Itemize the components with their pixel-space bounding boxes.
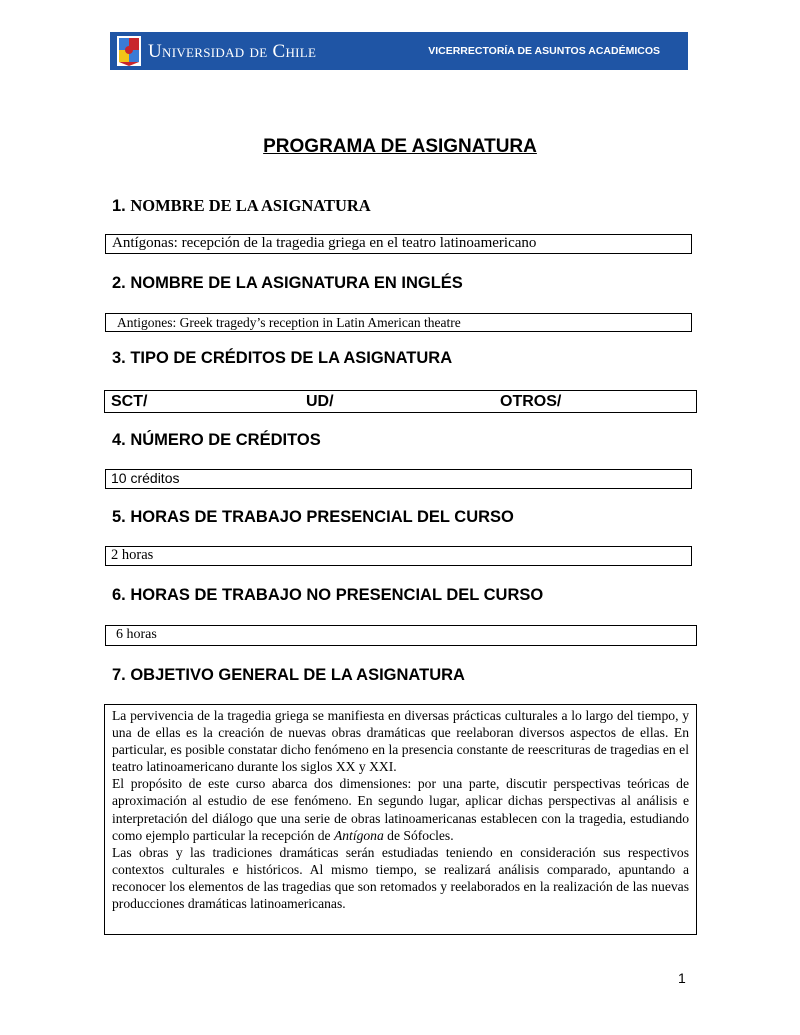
section-2-value: Antigones: Greek tragedy’s reception in Latin American theatre	[105, 313, 692, 332]
page-number: 1	[678, 970, 686, 986]
section-5-heading: 5. HORAS DE TRABAJO PRESENCIAL DEL CURSO	[112, 508, 514, 526]
section-1-heading	[112, 196, 371, 216]
credit-type-box	[104, 390, 697, 413]
objective-paragraph-3: Las obras y las tradiciones dramáticas serán estudiadas teniendo en consideración sus respectivos contextos culturales e históricos. Al mismo tiempo, se realizará análisis comparado, apuntando a reconocer los elementos de las tragedias que son retomados y reelaborados en la realización de las nuevas producciones dramáticas latinoamericanas.	[112, 844, 689, 912]
general-objective-text	[104, 704, 697, 935]
section-6-value: 6 horas	[105, 625, 697, 646]
section-4-heading: 4. NÚMERO DE CRÉDITOS	[112, 431, 321, 449]
office-name: VICERRECTORÍA DE ASUNTOS ACADÉMICOS	[428, 45, 660, 57]
objective-paragraph-2	[112, 775, 689, 843]
section-1-number: 1.	[112, 197, 126, 215]
university-name: Universidad de Chile	[148, 41, 317, 62]
objective-work-title: Antígona	[333, 827, 384, 843]
section-4-value: 10 créditos	[105, 469, 692, 489]
header-banner	[110, 32, 688, 70]
credit-type-sct: SCT/	[111, 393, 148, 410]
credit-type-ud: UD/	[306, 393, 334, 410]
page-title: PROGRAMA DE ASIGNATURA	[263, 136, 537, 157]
objective-paragraph-2-text: El propósito de este curso abarca dos dimensiones: por una parte, discutir perspectivas teóricas de aproximación al estudio de ese fenómeno. En segundo lugar, aplicar dichas perspectivas al análisis e interpretación del diálogo que una serie de obras latinoamericanas establecen con la tragedia, estudiando como ejemplo particular la recepción de	[112, 776, 689, 843]
objective-paragraph-2-end: de Sófocles.	[383, 827, 454, 843]
university-crest-icon	[116, 35, 142, 67]
credit-type-otros: OTROS/	[500, 393, 562, 410]
section-5-value: 2 horas	[105, 546, 692, 566]
section-6-heading: 6. HORAS DE TRABAJO NO PRESENCIAL DEL CURSO	[112, 586, 544, 604]
section-3-heading: 3. TIPO DE CRÉDITOS DE LA ASIGNATURA	[112, 349, 453, 367]
section-2-heading: 2. NOMBRE DE LA ASIGNATURA EN INGLÉS	[112, 274, 463, 292]
section-7-heading: 7. OBJETIVO GENERAL DE LA ASIGNATURA	[112, 666, 465, 684]
objective-paragraph-1: La pervivencia de la tragedia griega se manifiesta en diversas prácticas culturales a lo largo del tiempo, y una de ellas es la creación de nuevas obras dramáticas que reelaboran diversos aspectos de ellas. En particular, es posible constatar dicho fenómeno en la presencia constante de reescrituras de tragedias en el teatro latinoamericano durante los siglos XX y XXI.	[112, 708, 689, 775]
section-1-value: Antígonas: recepción de la tragedia griega en el teatro latinoamericano	[105, 234, 692, 254]
section-1-label: NOMBRE DE LA ASIGNATURA	[130, 196, 371, 215]
